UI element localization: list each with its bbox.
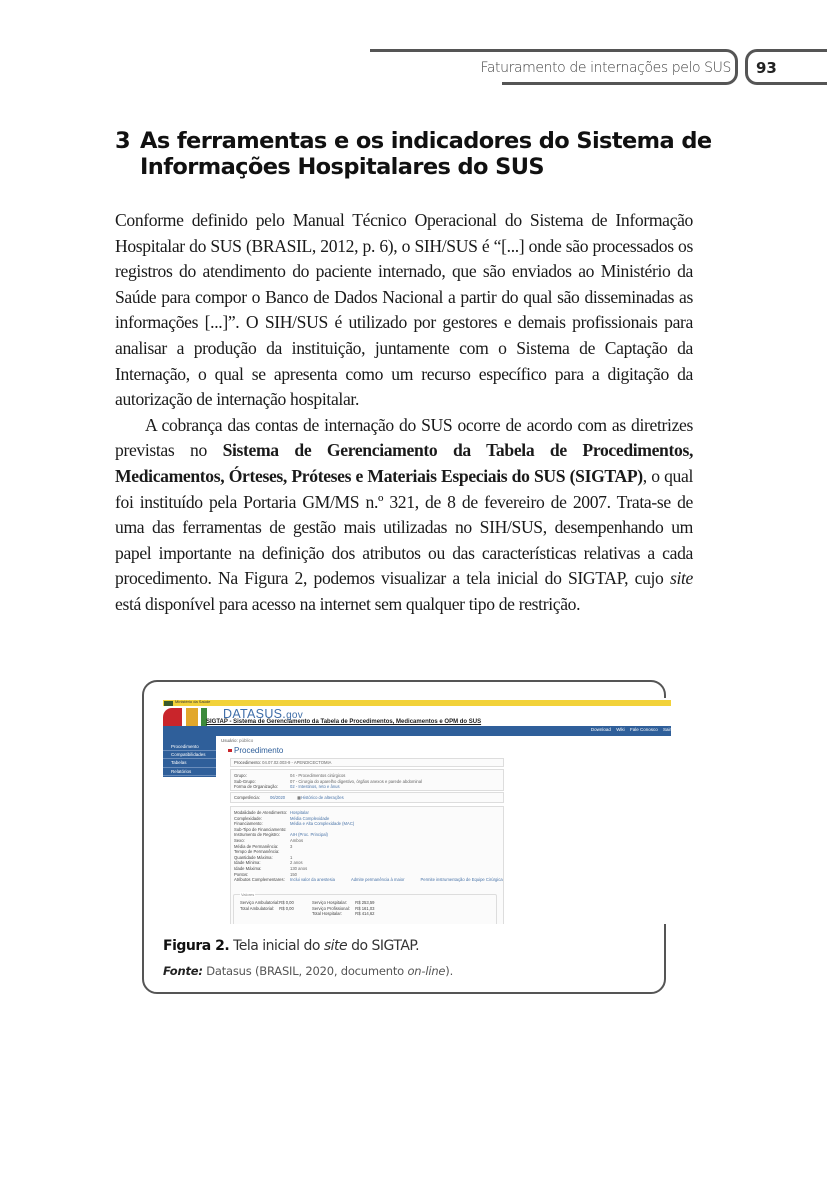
caption-italic: site (323, 938, 348, 954)
datasus-brand: DATASUS. (223, 707, 287, 721)
paragraph-2-text-b: , o qual foi instituído pela Portaria GM/MS n.º 321, de 8 de fevereiro de 2007. Trata-se de uma das ferramentas de gestão mais utilizadas no SIH/SUS, desempenhando um papel importante na definição dos atributos ou das características relativas a cada procedimento. Na Figura 2, podemos visualizar a tela inicial do SIGTAP, cujo (115, 465, 693, 589)
attribute-label: Sub-Tipo de Financiamento: (234, 826, 287, 832)
procedure-label: Procedimento: (234, 760, 261, 765)
total-ambulatorial-value: R$ 0,00 (279, 905, 294, 911)
running-header-title: Faturamento de internações pelo SUS (480, 60, 731, 76)
user-info (221, 738, 253, 743)
ministry-flag-icon (164, 701, 173, 706)
servico-ambulatorial-label: Serviço Ambulatorial: (240, 900, 280, 905)
figure-caption (163, 938, 419, 954)
section-number: 3 (115, 128, 131, 154)
user-label: Usuário: (221, 738, 238, 743)
wiki-link[interactable]: Wiki (616, 727, 625, 732)
historico-link[interactable]: Histórico de alterações (301, 795, 344, 800)
total-hospitalar-value: R$ 414,62 (355, 911, 375, 917)
attribute-label: Sexo: (234, 837, 245, 843)
top-links (587, 727, 671, 732)
servico-ambulatorial-value: R$ 0,00 (279, 900, 294, 905)
attribute-value: 130 anos (290, 865, 308, 871)
attribute-value: 3 (290, 843, 293, 849)
site-term: site (669, 568, 693, 589)
atributo-3[interactable]: Permite instrumentação de Equipe Cirúrgica (420, 877, 503, 883)
group-row-label: Forma de Organização: (234, 784, 278, 790)
datasus-gov: gov (286, 710, 304, 721)
caption-text-b: do SIGTAP. (347, 938, 420, 954)
sigtap-screenshot (163, 698, 673, 924)
procedure-value: 04.07.02.003-9 - APENDICECTOMIA (262, 760, 332, 765)
attribute-label: Média de Permanência: (234, 843, 279, 849)
group-row (231, 784, 503, 790)
group-row-value: 04 - Procedimentos cirúrgicos (290, 773, 346, 778)
ministry-label: Ministério da Saúde (175, 699, 211, 704)
attribute-label: Quantidade Máxima: (234, 854, 273, 860)
atributos-label: Atributos Complementares: (234, 877, 285, 883)
attribute-rows (231, 810, 503, 877)
attribute-value: Média Complexidade (290, 815, 330, 821)
download-link[interactable]: Download (590, 727, 611, 732)
body-text (115, 208, 693, 618)
paragraph-2 (115, 413, 693, 618)
atributo-1[interactable]: Inclui valor da anestesia (290, 877, 335, 883)
logout-link[interactable]: Sair (662, 727, 671, 732)
group-row-value: 07 - Cirurgia do aparelho digestivo, órgãos anexos e parede abdominal (290, 778, 422, 784)
paragraph-1: Conforme definido pelo Manual Técnico Operacional do Sistema de Informação Hospitalar do SUS (BRASIL, 2012, p. 6), o SIH/SUS é “[...] onde são processados os registros do atendimento do paciente internado, que são enviados ao Ministério da Saúde para compor o Banco de Dados Nacional a partir do qual são disseminadas as informações [...]”. O SIH/SUS é utilizado por gestores e demais profissionais para analisar a produção da instituição, juntamente com o Sistema de Captação da Internação, o qual se apresenta como um recurso específico para a digitação da autorização de internação hospitalar. (115, 210, 693, 410)
sigtap-system-title: SIGTAP - Sistema de Gerenciamento da Tabela de Procedimentos, Medicamentos e OPM do SUS (206, 719, 482, 725)
attribute-value: 2 anos (290, 860, 303, 866)
title-bullet-icon (228, 749, 232, 752)
total-ambulatorial-label: Total Ambulatorial: (240, 905, 275, 911)
attribute-label: Complexidade: (234, 815, 262, 821)
source-italic: on-line (407, 964, 446, 978)
atributos-row (231, 877, 503, 883)
source-label: Fonte: (163, 964, 203, 978)
attribute-value: Média e Alta Complexidade (MAC) (290, 821, 355, 827)
paragraph-2-text-a: A cobrança das contas de internação do SUS ocorre de acordo com as diretrizes previstas no (115, 414, 693, 461)
valores-hospitalar (312, 900, 375, 917)
procedure-page-title (228, 746, 283, 755)
group-row-label: Grupo: (234, 773, 247, 778)
source-text-a: Datasus (BRASIL, 2020, documento (202, 964, 408, 978)
attribute-label: Financiamento: (234, 821, 263, 827)
procedure-panel (230, 758, 504, 767)
caption-text-a: Tela inicial do (229, 938, 324, 954)
history-icon: ▦ (297, 795, 302, 800)
source-text-b: ). (445, 964, 454, 978)
attribute-label: Modalidade de Atendimento: (234, 810, 288, 815)
servico-hospitalar-value: R$ 253,59 (355, 900, 375, 905)
sidebar-menu (163, 743, 216, 776)
figure-label: Figura 2. (163, 938, 230, 954)
section-heading (115, 128, 715, 180)
competencia-value[interactable]: 06/2020 (270, 795, 286, 800)
user-value: público (239, 738, 254, 743)
sidebar-item-tabelas[interactable]: Tabelas (163, 759, 216, 767)
valores-box (233, 894, 497, 924)
gov-top-bar (163, 700, 671, 706)
sigtap-term: Sistema de Gerenciamento da Tabela de Procedimentos, Medicamentos, Órteses, Próteses e Materiais Especiais do SUS (SIGTAP) (115, 440, 693, 486)
total-hospitalar-label: Total Hospitalar: (312, 911, 343, 917)
servico-hospitalar-label: Serviço Hospitalar: (312, 900, 348, 905)
group-row-value[interactable]: 02 - Intestinos, reto e ânus (290, 784, 340, 790)
valores-ambulatorial (240, 900, 294, 911)
attribute-label: Idade Mínima: (234, 860, 261, 866)
procedure-title-text: Procedimento (234, 746, 284, 755)
sidebar-item-compatibilidades[interactable]: Compatibilidades (163, 751, 216, 759)
logo-stripe-yellow (186, 708, 198, 726)
attribute-value: AIH (Proc. Principal) (290, 832, 328, 838)
group-row-label: Sub-Grupo: (234, 778, 256, 784)
competencia-panel (230, 792, 504, 803)
attribute-label: Instrumento de Registro: (234, 832, 280, 838)
valores-legend: Valores (241, 892, 255, 897)
attribute-value: 1 (290, 854, 293, 860)
attribute-label: Pontos: (234, 871, 249, 877)
page-number: 93 (756, 59, 777, 77)
attribute-value: 150 (290, 871, 297, 877)
paragraph-2-text-c: está disponível para acesso na internet sem qualquer tipo de restrição. (115, 593, 581, 614)
attribute-label: Idade Máxima: (234, 865, 262, 871)
sidebar-item-procedimento[interactable]: Procedimento (163, 743, 216, 751)
servico-profissional-label: Serviço Profissional: (312, 905, 350, 911)
logo-stripe-red (163, 708, 182, 726)
figure-source (163, 964, 453, 978)
contact-link[interactable]: Fale Conosco (629, 727, 658, 732)
section-title: As ferramentas e os indicadores do Sistema de Informações Hospitalares do SUS (140, 128, 712, 180)
attribute-label: Tempo de Permanência: (234, 849, 280, 855)
atributo-2[interactable]: Admite permanência à maior (350, 877, 405, 883)
attribute-value: Ambos (290, 837, 304, 843)
group-panel (230, 769, 504, 791)
attribute-value: Hospitalar (290, 810, 309, 815)
sidebar-item-relatorios[interactable]: Relatórios (163, 768, 216, 776)
running-header-mask (370, 80, 502, 88)
competencia-label: Competência: (234, 795, 260, 800)
servico-profissional-value: R$ 161,03 (355, 905, 375, 911)
